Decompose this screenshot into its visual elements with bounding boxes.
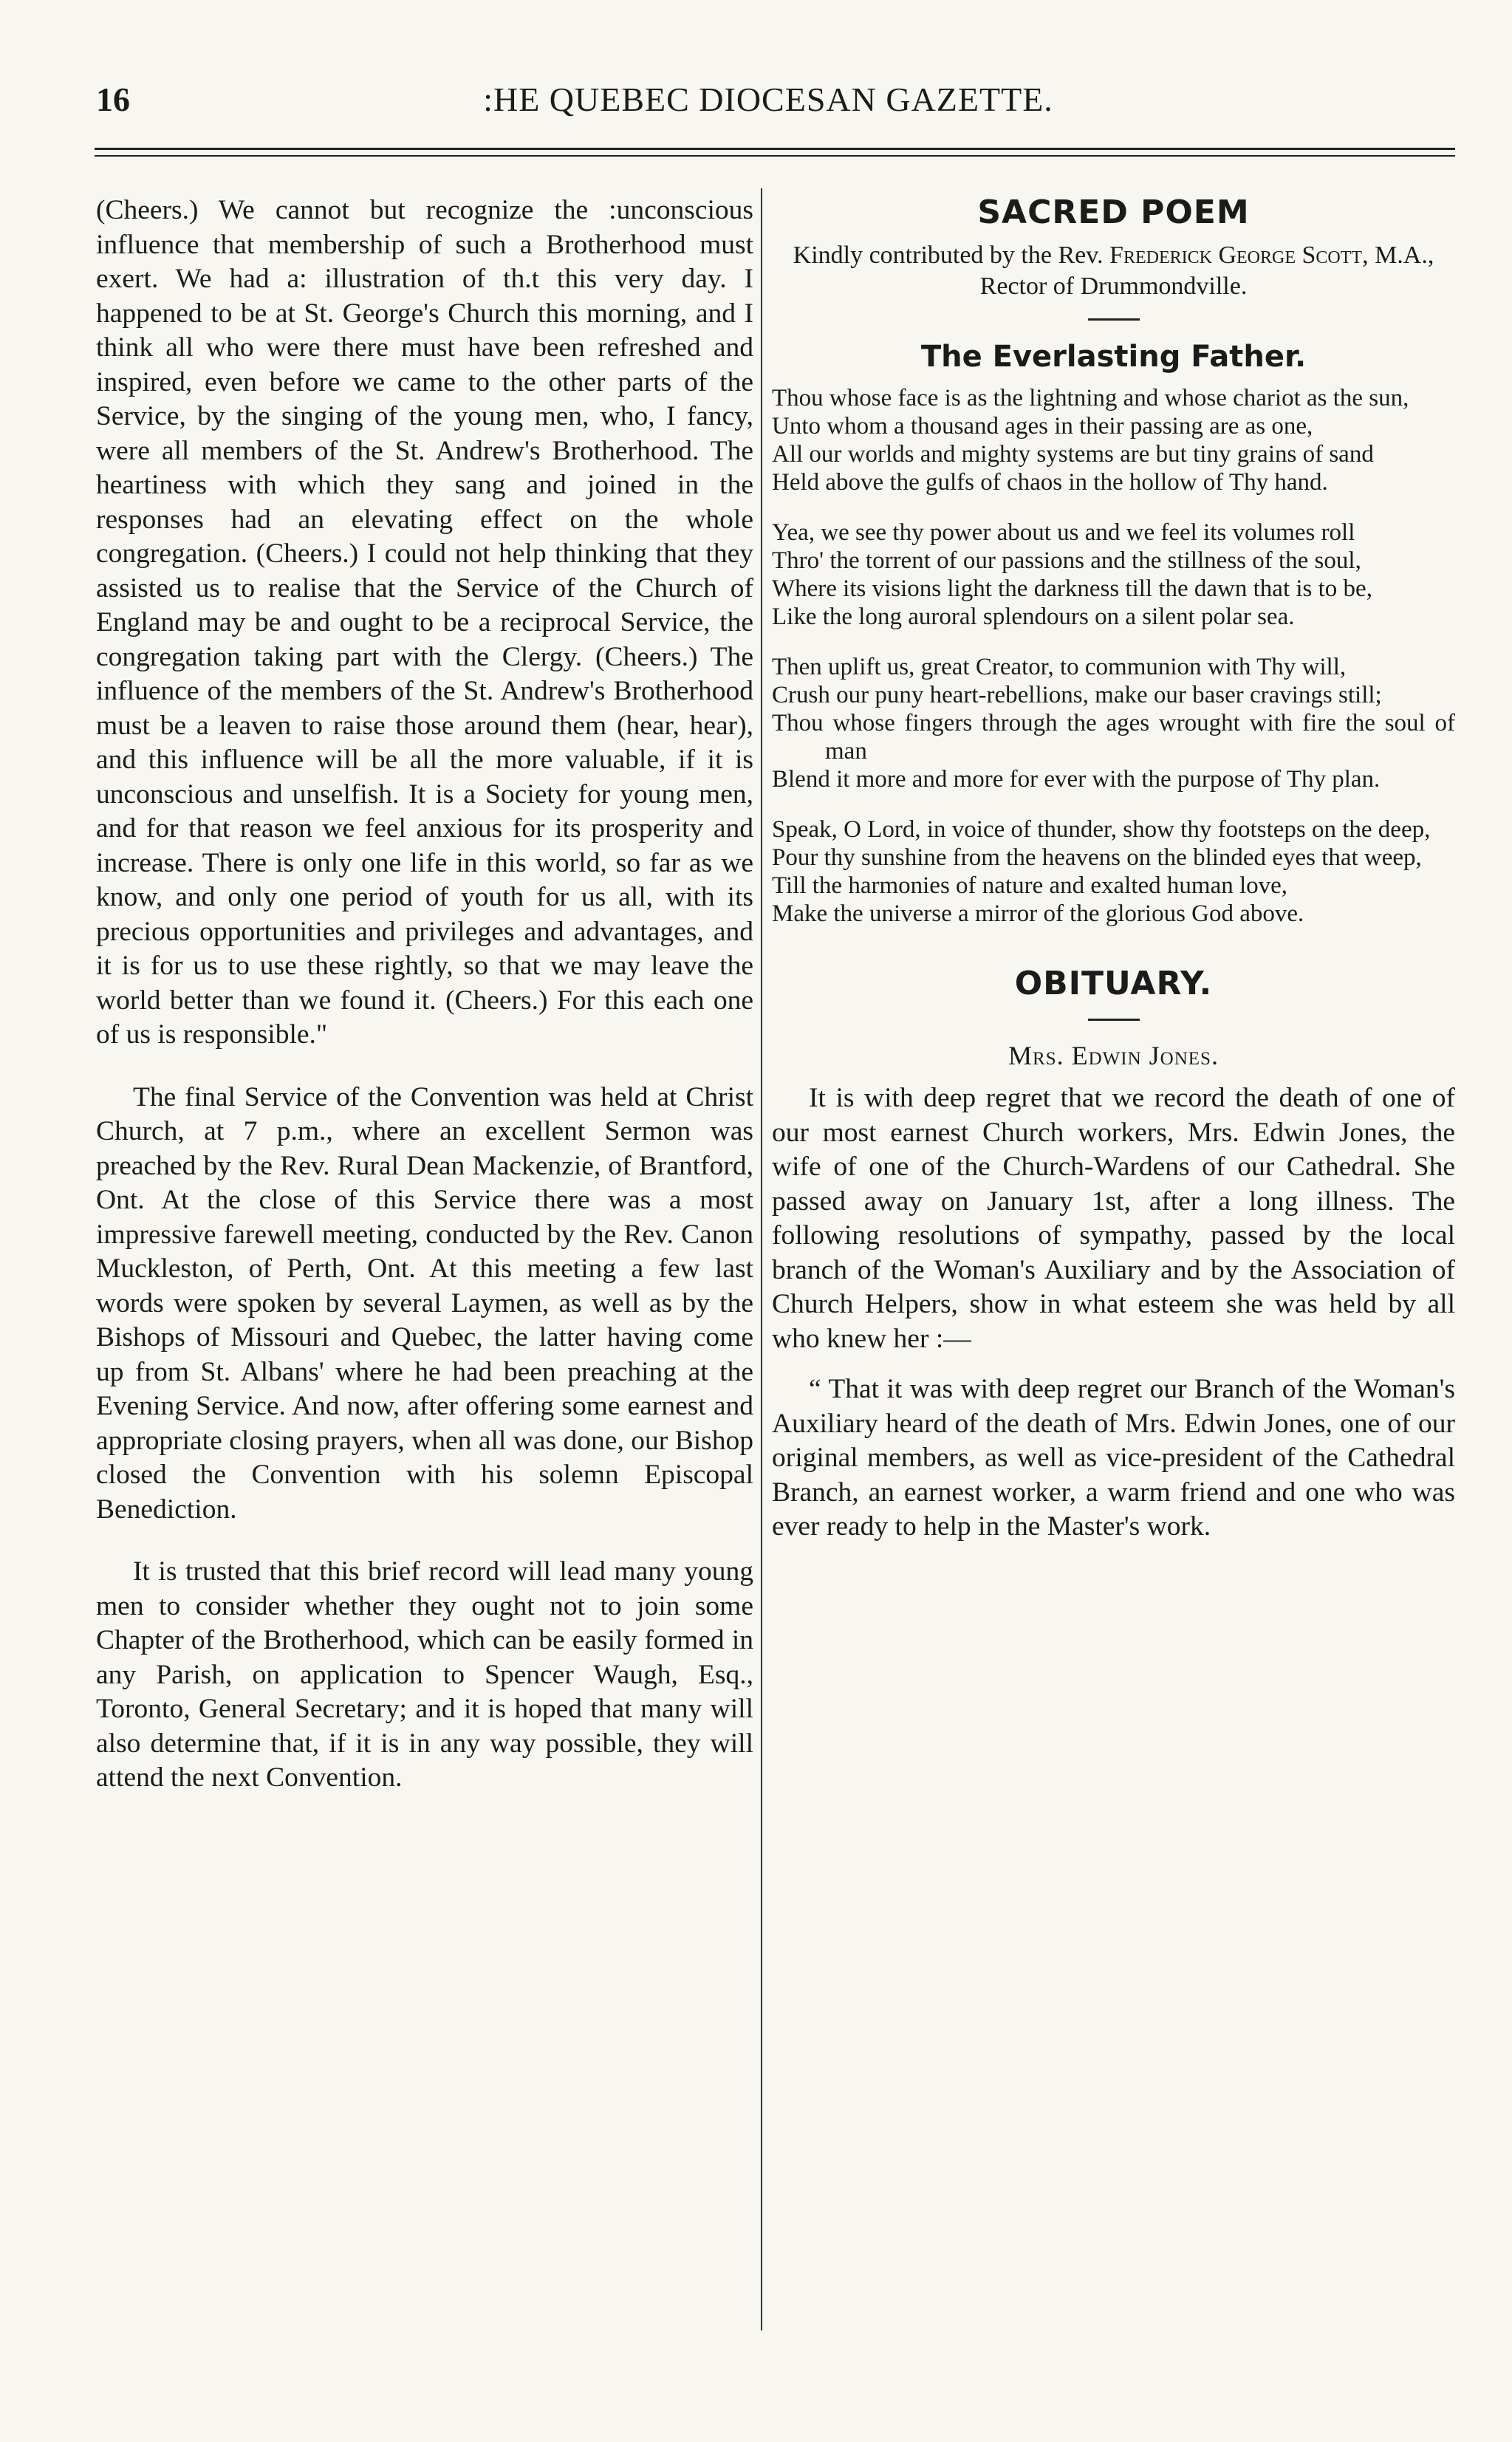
poem-stanza bbox=[772, 519, 1455, 631]
section-divider bbox=[1088, 318, 1140, 321]
page-header bbox=[81, 80, 1455, 131]
poem-line: Blend it more and more for ever with the purpose of Thy plan. bbox=[772, 766, 1381, 793]
obituary-name: Mrs. Edwin Jones. bbox=[1008, 1041, 1219, 1070]
poem-stanza bbox=[772, 815, 1455, 928]
article-paragraph: The final Service of the Convention was held at Christ Church, at 7 p.m., where an excellent Sermon was preached by the Rev. Rural Dean Mackenzie, of Brantford, Ont. At the close of this Service there was a most impressive farewell meeting, conducted by the Rev. Canon Muckleston, of Perth, Ont. At this meeting a few last words were spoken by several Laymen, as well as by the Bishops of Missouri and Quebec, the latter having come up from St. Albans' where he had been preaching at the Evening Service. And now, after offering some earnest and appropriate closing prayers, when all was done, our Bishop closed the Convention with his solemn Episcopal Benediction. bbox=[96, 1081, 753, 1525]
left-column bbox=[96, 194, 753, 1796]
poem-line: All our worlds and mighty systems are but tiny grains of sand bbox=[772, 441, 1374, 468]
poem-title: The Everlasting Father. bbox=[920, 340, 1307, 374]
right-column bbox=[772, 194, 1455, 1545]
poem-line: Thou whose fingers through the ages wrought with fire the soul of man bbox=[772, 710, 1455, 765]
page-number: 16 bbox=[96, 81, 130, 118]
poem-line: Pour thy sunshine from the heavens on the blinded eyes that weep, bbox=[772, 844, 1422, 871]
poem-line: Unto whom a thousand ages in their passing are as one, bbox=[772, 413, 1313, 440]
credit-suffix: , M.A., Rector of Drummondville. bbox=[979, 242, 1434, 300]
obituary-section bbox=[772, 965, 1455, 1545]
obituary-paragraph: It is with deep regret that we record the death of one of our most earnest Church workers, Mrs. Edwin Jones, the wife of one of the Church-Wardens of our Cathedral. She passed away on January 1st, after a long illness. The following resolutions of sympathy, passed by the local branch of the Woman's Auxiliary and by the Association of Church Helpers, show in what esteem she was held by all who knew her :— bbox=[772, 1083, 1455, 1354]
credit-author: Frederick George Scott bbox=[1109, 242, 1363, 269]
poem-line: Then uplift us, great Creator, to communion with Thy will, bbox=[772, 654, 1347, 680]
section-heading: SACRED POEM bbox=[977, 194, 1250, 231]
credit-prefix: Kindly contributed by the Rev. bbox=[793, 242, 1104, 269]
poem-line: Till the harmonies of nature and exalted human love, bbox=[772, 872, 1288, 899]
publication-title: :HE QUEBEC DIOCESAN GAZETTE. bbox=[483, 81, 1053, 118]
poem-line: Where its visions light the darkness till the dawn that is to be, bbox=[772, 575, 1372, 602]
header-rule-secondary bbox=[95, 155, 1455, 157]
poem-line: Make the universe a mirror of the glorious God above. bbox=[772, 900, 1304, 927]
poem-line: Held above the gulfs of chaos in the hollow of Thy hand. bbox=[772, 469, 1328, 496]
poem-line: Yea, we see thy power about us and we feel its volumes roll bbox=[772, 519, 1355, 546]
poem-line: Thro' the torrent of our passions and the stillness of the soul, bbox=[772, 547, 1361, 574]
poem-line: Speak, O Lord, in voice of thunder, show thy footsteps on the deep, bbox=[772, 816, 1431, 843]
column-divider bbox=[761, 188, 762, 2330]
poem-line: Crush our puny heart-rebellions, make our baser cravings still; bbox=[772, 682, 1382, 708]
poem-line: Thou whose face is as the lightning and whose chariot as the sun, bbox=[772, 385, 1409, 411]
sacred-poem-section bbox=[772, 194, 1455, 928]
poem-stanza bbox=[772, 384, 1455, 496]
poem-stanza bbox=[772, 653, 1455, 793]
poem-line: Like the long auroral splendours on a silent polar sea. bbox=[772, 603, 1295, 630]
obituary-paragraph: “ That it was with deep regret our Branch of the Woman's Auxiliary heard of the death of Mrs. Edwin Jones, one of our original members, as well as vice-president of the Cathedral Branch, an earnest worker, a warm friend and one who was ever ready to help in the Master's work. bbox=[772, 1374, 1455, 1542]
article-paragraph: (Cheers.) We cannot but recognize the :unconscious influence that membership of such a Brotherhood must exert. We had a: illustration of th.t this very day. I happened to be at St. George's Church this morning, and I think all who were there must have been refreshed and inspired, even before we came to the other parts of the Service, by the singing of the young men, who, I fancy, were all members of the St. Andrew's Brotherhood. The heartiness with which they sang and joined in the responses had an elevating effect on the whole congregation. (Cheers.) I could not help thinking that they assisted us to realise that the Service of the Church of England may be and ought to be a reciprocal Service, the congregation taking part with the Clergy. (Cheers.) The influence of the members of the St. Andrew's Brotherhood must be a leaven to raise those around them (hear, hear), and this influence will be all the more valuable, if it is unconscious and unselfish. It is a Society for young men, and for that reason we feel anxious for its prosperity and increase. There is only one life in this world, so far as we know, and only one period of youth for us all, with its precious opportunities and privileges and advantages, and it is for us to use these rightly, so that we may leave the world better than we found it. (Cheers.) For this each one of us is responsible." bbox=[96, 195, 753, 1050]
poem-credit bbox=[772, 240, 1455, 302]
header-rule bbox=[95, 148, 1455, 150]
section-heading: OBITUARY. bbox=[1014, 965, 1213, 1002]
article-paragraph: It is trusted that this brief record will lead many young men to consider whether they ought not to join some Chapter of the Brotherhood, which can be easily formed in any Parish, on application to Spencer Waugh, Esq., Toronto, General Secretary; and it is hoped that many will also determine that, if it is in any way possible, they will attend the next Convention. bbox=[96, 1556, 753, 1793]
section-divider bbox=[1088, 1019, 1140, 1021]
